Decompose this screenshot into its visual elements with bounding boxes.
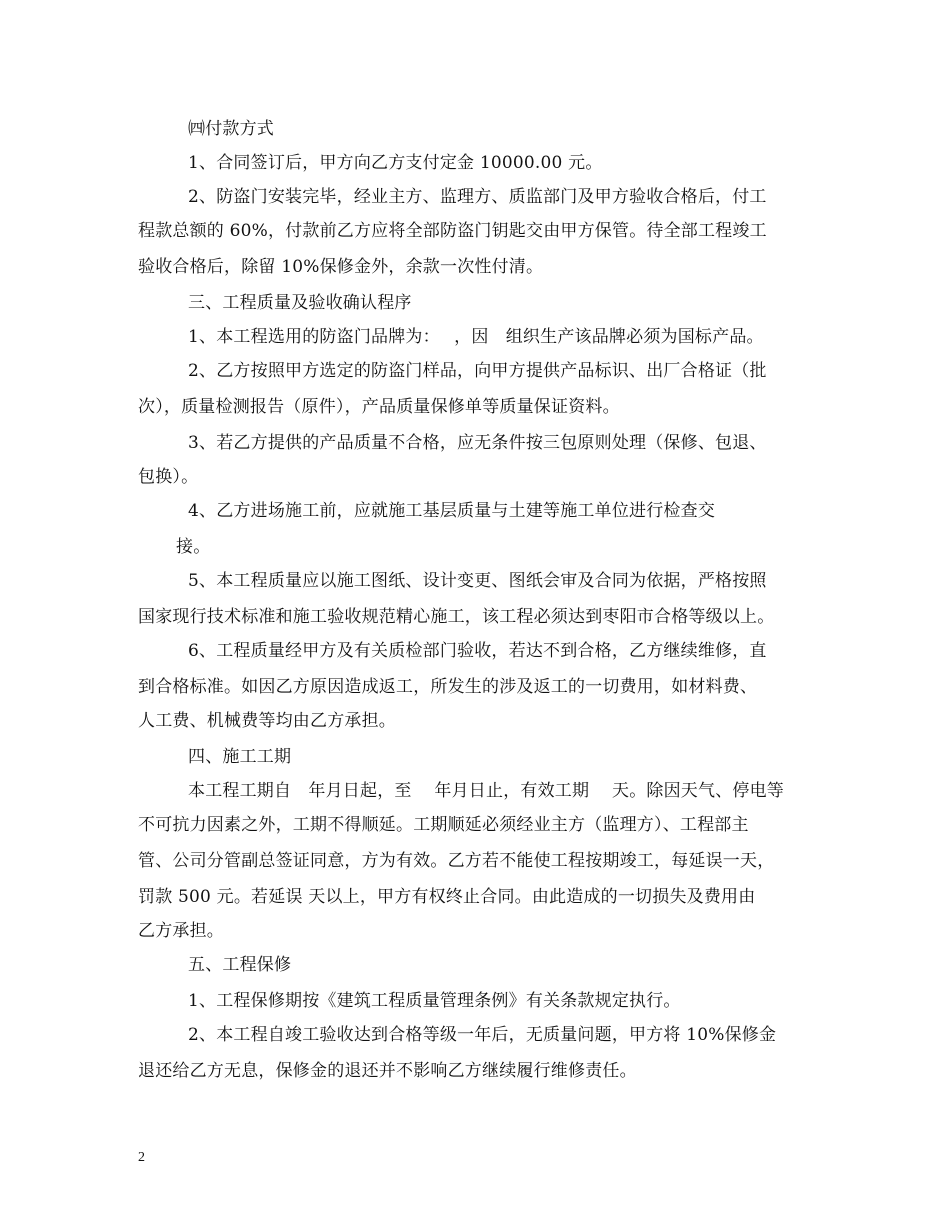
paragraph-line: 6、工程质量经甲方及有关质检部门验收，若达不到合格，乙方继续维修，直 — [188, 641, 767, 661]
paragraph-line: 接。 — [176, 537, 211, 557]
paragraph-line: 到合格标准。如因乙方原因造成返工，所发生的涉及返工的一切费用，如材料费、 — [138, 677, 758, 697]
paragraph-line: 乙方承担。 — [138, 921, 224, 941]
heading-payment-method: ㈣付款方式 — [188, 119, 274, 139]
page-number: 2 — [138, 1150, 145, 1165]
paragraph-line: 1、合同签订后，甲方向乙方支付定金 10000.00 元。 — [188, 153, 603, 173]
paragraph-line: 2、乙方按照甲方选定的防盗门样品，向甲方提供产品标识、出厂合格证（批 — [188, 361, 767, 381]
paragraph-line: 2、防盗门安装完毕，经业主方、监理方、质监部门及甲方验收合格后，付工 — [188, 187, 767, 207]
paragraph-line: 程款总额的 60%，付款前乙方应将全部防盗门钥匙交由甲方保管。待全部工程竣工 — [138, 221, 767, 241]
paragraph-line: 包换）。 — [138, 467, 199, 487]
paragraph-line: 管、公司分管副总签证同意，方为有效。乙方若不能使工程按期竣工，每延误一天， — [138, 851, 775, 871]
paragraph-line: 2、本工程自竣工验收达到合格等级一年后，无质量问题，甲方将 10%保修金 — [188, 1025, 777, 1045]
section-heading-schedule: 四、施工工期 — [188, 747, 292, 767]
paragraph-line: 不可抗力因素之外，工期不得顺延。工期顺延必须经业主方（监理方）、工程部主 — [138, 815, 749, 835]
paragraph-line: 1、本工程选用的防盗门品牌为： ，因 组织生产该品牌必须为国标产品。 — [188, 327, 764, 347]
paragraph-line: 1、工程保修期按《建筑工程质量管理条例》有关条款规定执行。 — [188, 991, 681, 1011]
paragraph-line: 5、本工程质量应以施工图纸、设计变更、图纸会审及合同为依据，严格按照 — [188, 571, 767, 591]
paragraph-line: 次），质量检测报告（原件），产品质量保修单等质量保证资料。 — [138, 397, 620, 417]
paragraph-line: 3、若乙方提供的产品质量不合格，应无条件按三包原则处理（保修、包退、 — [188, 433, 767, 453]
section-heading-quality: 三、工程质量及验收确认程序 — [188, 293, 412, 313]
section-heading-warranty: 五、工程保修 — [188, 955, 292, 975]
paragraph-line: 国家现行技术标准和施工验收规范精心施工，该工程必须达到枣阳市合格等级以上。 — [138, 607, 775, 627]
paragraph-line: 验收合格后，除留 10%保修金外，余款一次性付清。 — [138, 257, 544, 277]
paragraph-line: 本工程工期自 年月日起，至 年月日止，有效工期 天。除因天气、停电等 — [188, 781, 785, 801]
paragraph-line: 4、乙方进场施工前，应就施工基层质量与土建等施工单位进行检查交 — [188, 501, 716, 521]
paragraph-line: 人工费、机械费等均由乙方承担。 — [138, 711, 396, 731]
paragraph-line: 罚款 500 元。若延误 天以上，甲方有权终止合同。由此造成的一切损失及费用由 — [138, 887, 756, 907]
paragraph-line: 退还给乙方无息，保修金的退还并不影响乙方继续履行维修责任。 — [138, 1061, 637, 1081]
